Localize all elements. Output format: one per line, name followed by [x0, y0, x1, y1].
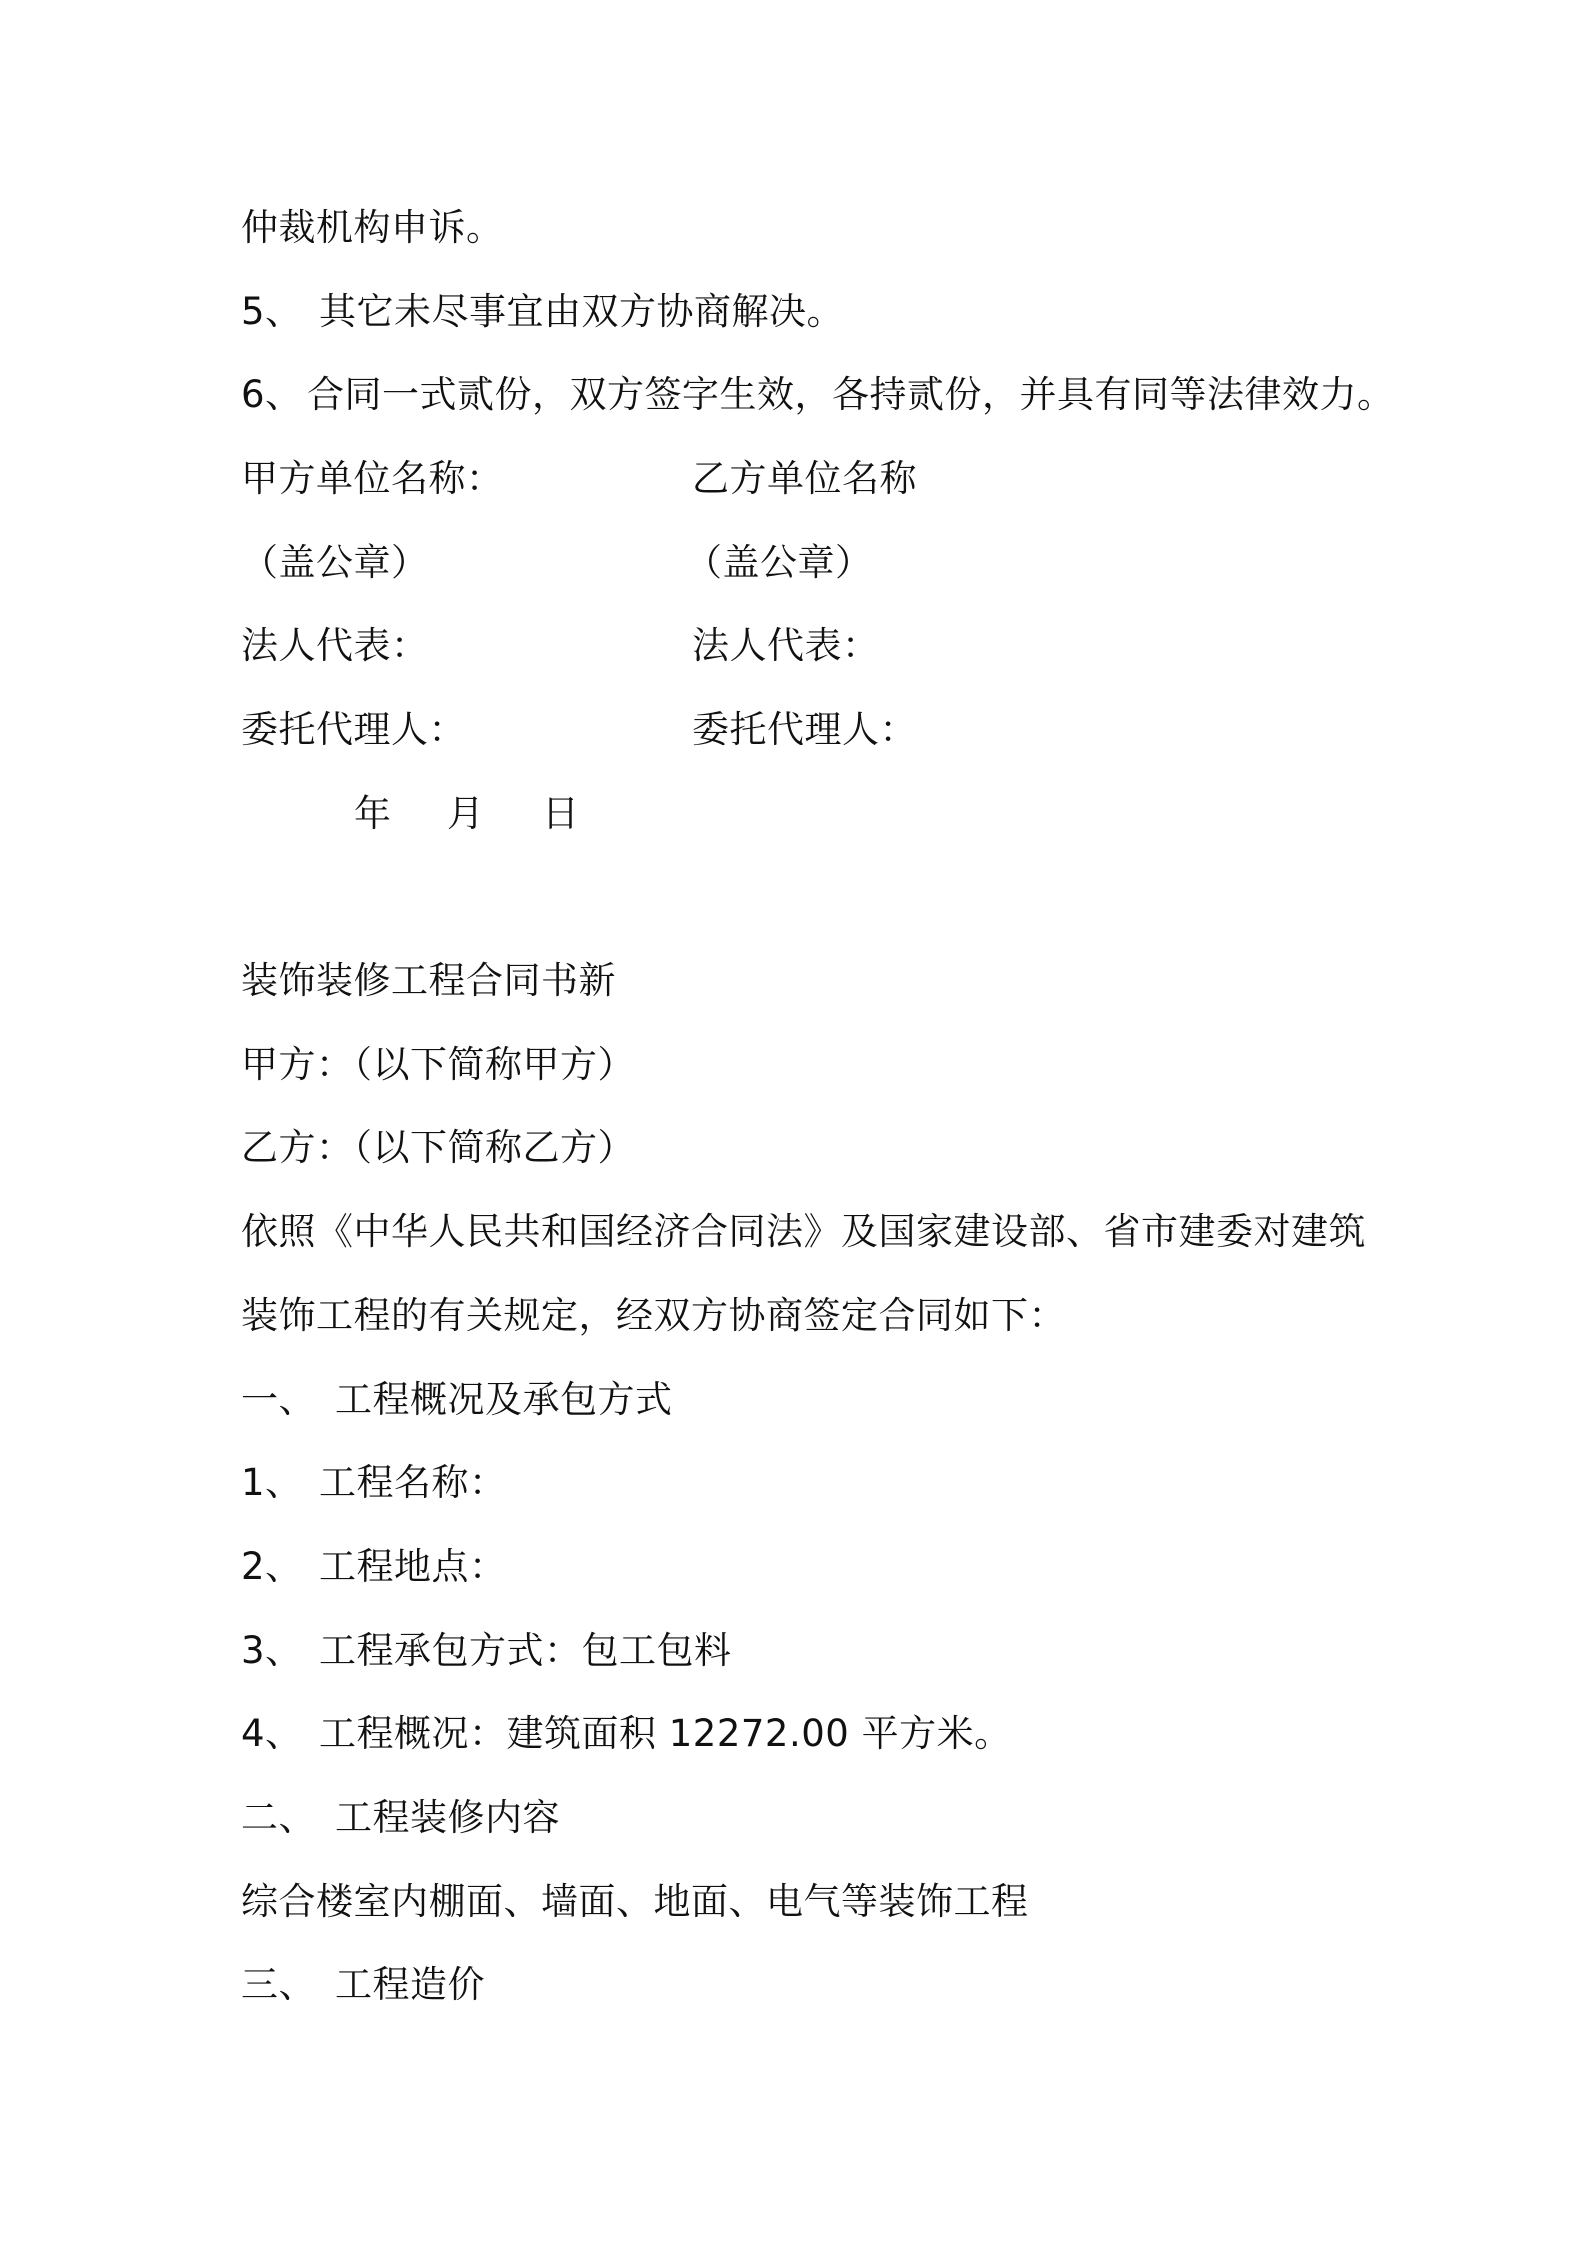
signature-row-rep [241, 622, 880, 670]
item-2 [241, 1543, 507, 1591]
section-title: 工程概况及承包方式 [335, 1378, 673, 1421]
item-text: 工程概况：建筑面积 12272.00 平方米。 [319, 1712, 1012, 1755]
party-b-unit-label: 乙方单位名称 [692, 457, 917, 500]
date-row [241, 790, 641, 838]
date-day-label: 日 [542, 792, 579, 835]
item-number: 1、 [241, 1461, 303, 1504]
party-a-agent-label: 委托代理人： [241, 708, 466, 751]
clause-number: 6、 [241, 373, 303, 416]
section-title: 工程造价 [335, 1963, 485, 2006]
party-a-rep-label: 法人代表： [241, 624, 429, 667]
party-b-line: 乙方：（以下简称乙方） [241, 1126, 635, 1169]
item-3 [241, 1627, 732, 1675]
section-3-heading [241, 1961, 485, 2009]
signature-row-agent [241, 706, 917, 754]
item-number: 4、 [241, 1712, 303, 1755]
section-2-body: 综合楼室内棚面、墙面、地面、电气等装饰工程 [241, 1880, 1029, 1923]
item-number: 2、 [241, 1545, 303, 1588]
section-number: 一、 [241, 1378, 316, 1421]
party-b-seal-label: （盖公章） [685, 541, 873, 584]
signature-row-name [241, 455, 917, 503]
clause-5 [241, 288, 844, 336]
party-b-rep-label: 法人代表： [692, 624, 880, 667]
item-text: 工程地点： [319, 1545, 507, 1588]
party-a-line: 甲方：（以下简称甲方） [241, 1043, 635, 1086]
clause-text: 合同一式贰份，双方签字生效，各持贰份，并具有同等法律效力。 [307, 373, 1395, 416]
intro-line-1: 依照《中华人民共和国经济合同法》及国家建设部、省市建委对建筑 [241, 1210, 1366, 1253]
section-number: 二、 [241, 1796, 316, 1839]
section-2-heading [241, 1794, 560, 1842]
document-title: 装饰装修工程合同书新 [241, 959, 616, 1002]
section-title: 工程装修内容 [335, 1796, 560, 1839]
item-text: 工程承包方式：包工包料 [319, 1629, 732, 1672]
section-1-heading [241, 1376, 673, 1424]
party-a-unit-label: 甲方单位名称： [241, 457, 504, 500]
clause-text: 其它未尽事宜由双方协商解决。 [319, 290, 844, 333]
clause-number: 5、 [241, 290, 303, 333]
section-number: 三、 [241, 1963, 316, 2006]
text-line: 仲裁机构申诉。 [241, 206, 504, 249]
item-text: 工程名称： [319, 1461, 507, 1504]
signature-row-seal [241, 539, 873, 587]
item-4 [241, 1710, 1012, 1758]
party-b-agent-label: 委托代理人： [692, 708, 917, 751]
date-year-label: 年 [354, 792, 391, 835]
item-number: 3、 [241, 1629, 303, 1672]
party-a-seal-label: （盖公章） [241, 541, 429, 584]
date-month-label: 月 [447, 792, 484, 835]
clause-6 [241, 371, 1395, 419]
item-1 [241, 1459, 507, 1507]
intro-line-2: 装饰工程的有关规定，经双方协商签定合同如下： [241, 1294, 1066, 1337]
